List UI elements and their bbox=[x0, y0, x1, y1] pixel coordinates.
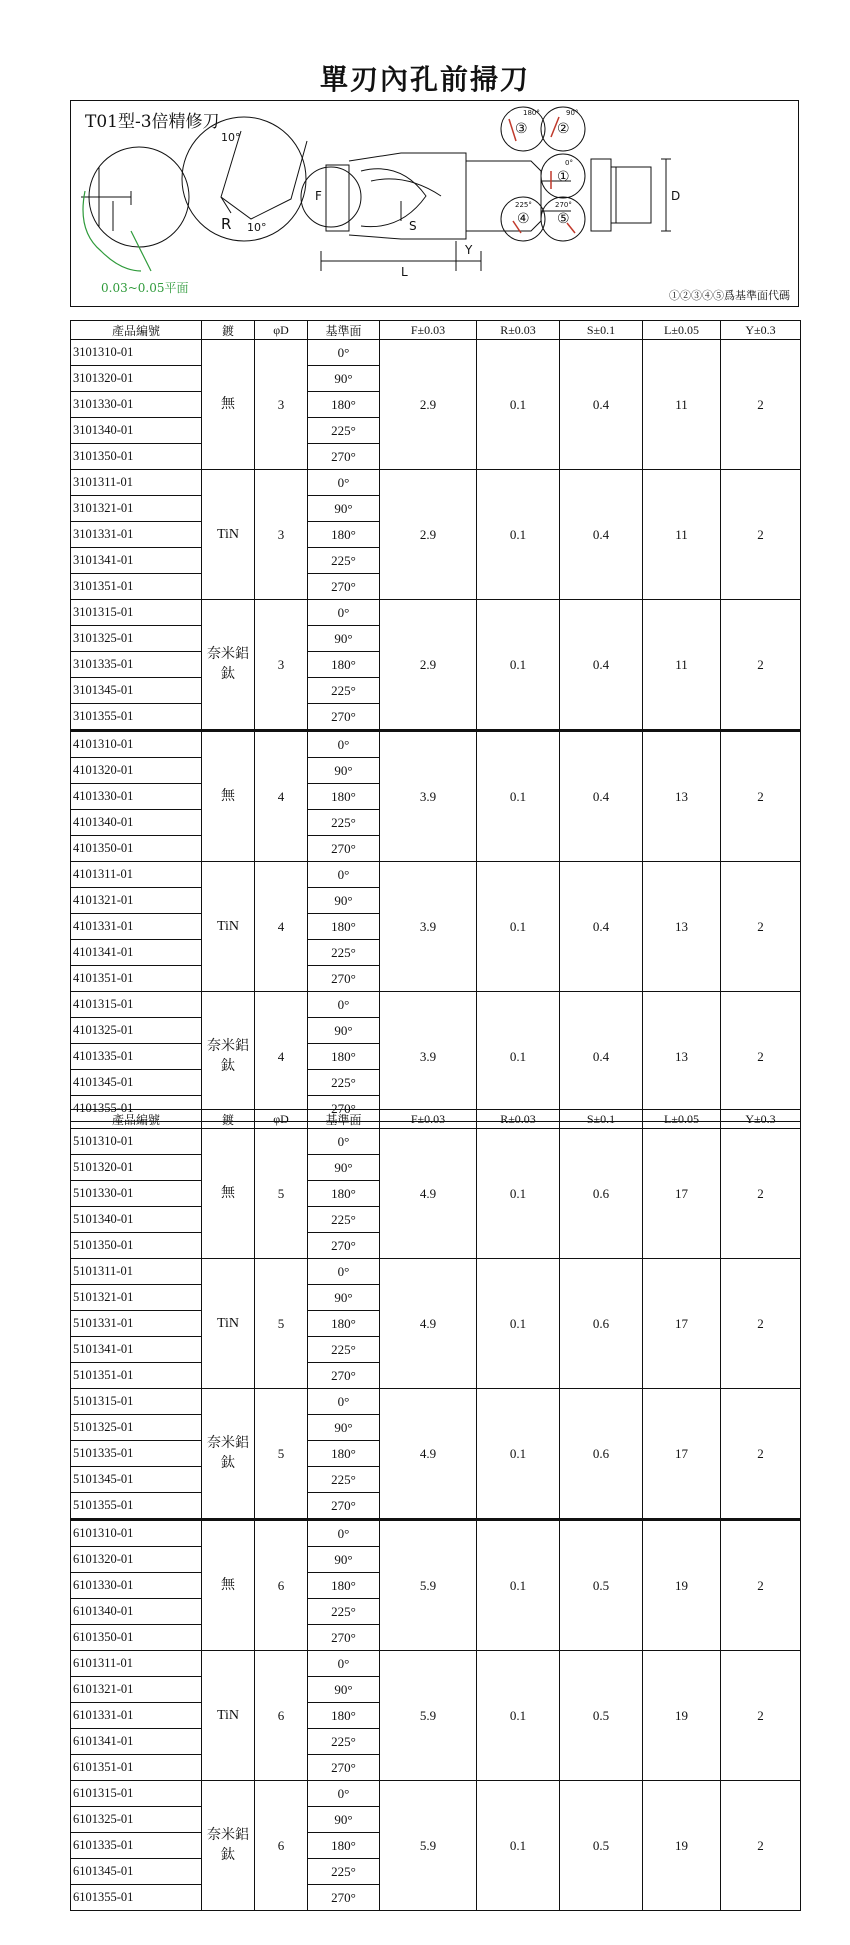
product-code-cell: 6101321-01 bbox=[71, 1677, 202, 1703]
reference-face-cell: 0° bbox=[308, 992, 380, 1018]
column-header: L±0.05 bbox=[643, 321, 721, 340]
column-header: S±0.1 bbox=[560, 321, 643, 340]
column-header: 鍍 bbox=[202, 321, 255, 340]
reference-face-cell: 0° bbox=[308, 1651, 380, 1677]
diameter-cell: 3 bbox=[255, 340, 308, 470]
reference-face-cell: 0° bbox=[308, 1129, 380, 1155]
reference-face-cell: 270° bbox=[308, 836, 380, 862]
reference-face-cell: 225° bbox=[308, 1599, 380, 1625]
s-cell: 0.5 bbox=[560, 1651, 643, 1781]
l-cell: 11 bbox=[643, 470, 721, 600]
reference-face-cell: 90° bbox=[308, 1285, 380, 1311]
diameter-cell: 4 bbox=[255, 992, 308, 1122]
product-code-cell: 4101355-01 bbox=[71, 1096, 202, 1122]
reference-face-cell: 90° bbox=[308, 1415, 380, 1441]
reference-face-cell: 0° bbox=[308, 600, 380, 626]
ref-angle-label: 90° bbox=[566, 109, 579, 117]
y-cell: 2 bbox=[721, 470, 801, 600]
product-code-cell: 4101331-01 bbox=[71, 914, 202, 940]
r-cell: 0.1 bbox=[477, 1389, 560, 1520]
f-cell: 5.9 bbox=[380, 1520, 477, 1651]
reference-face-cell: 90° bbox=[308, 1018, 380, 1044]
y-cell: 2 bbox=[721, 731, 801, 862]
coating-cell: 無 bbox=[202, 1520, 255, 1651]
product-code-cell: 4101350-01 bbox=[71, 836, 202, 862]
l-cell: 11 bbox=[643, 600, 721, 731]
product-code-cell: 3101315-01 bbox=[71, 600, 202, 626]
diameter-cell: 3 bbox=[255, 600, 308, 731]
reference-face-cell: 225° bbox=[308, 548, 380, 574]
dimension-label-f: F bbox=[315, 189, 322, 203]
dimension-label-r: R bbox=[221, 215, 232, 233]
reference-face-cell: 90° bbox=[308, 1807, 380, 1833]
f-cell: 2.9 bbox=[380, 470, 477, 600]
reference-face-cell: 270° bbox=[308, 574, 380, 600]
coating-cell: 奈米鋁鈦 bbox=[202, 600, 255, 731]
f-cell: 4.9 bbox=[380, 1129, 477, 1259]
product-code-cell: 3101320-01 bbox=[71, 366, 202, 392]
reference-face-cell: 270° bbox=[308, 1493, 380, 1520]
column-header: φD bbox=[255, 1110, 308, 1129]
ref-number: ② bbox=[557, 121, 570, 137]
product-code-cell: 4101315-01 bbox=[71, 992, 202, 1018]
product-code-cell: 3101351-01 bbox=[71, 574, 202, 600]
r-cell: 0.1 bbox=[477, 470, 560, 600]
product-code-cell: 4101321-01 bbox=[71, 888, 202, 914]
l-cell: 17 bbox=[643, 1389, 721, 1520]
table-row bbox=[71, 992, 801, 1018]
y-cell: 2 bbox=[721, 600, 801, 731]
diameter-cell: 4 bbox=[255, 731, 308, 862]
product-code-cell: 5101315-01 bbox=[71, 1389, 202, 1415]
product-code-cell: 6101311-01 bbox=[71, 1651, 202, 1677]
f-cell: 3.9 bbox=[380, 992, 477, 1122]
product-code-cell: 4101335-01 bbox=[71, 1044, 202, 1070]
reference-face-cell: 270° bbox=[308, 1233, 380, 1259]
product-code-cell: 6101350-01 bbox=[71, 1625, 202, 1651]
product-code-cell: 5101331-01 bbox=[71, 1311, 202, 1337]
r-cell: 0.1 bbox=[477, 1520, 560, 1651]
r-cell: 0.1 bbox=[477, 1781, 560, 1911]
s-cell: 0.6 bbox=[560, 1389, 643, 1520]
reference-face-cell: 225° bbox=[308, 940, 380, 966]
reference-face-cell: 0° bbox=[308, 1520, 380, 1547]
product-code-cell: 5101345-01 bbox=[71, 1467, 202, 1493]
model-label: T01型-3倍精修刀 bbox=[85, 112, 220, 132]
reference-face-cell: 225° bbox=[308, 1207, 380, 1233]
y-cell: 2 bbox=[721, 992, 801, 1122]
y-cell: 2 bbox=[721, 1520, 801, 1651]
reference-face-cell: 0° bbox=[308, 731, 380, 758]
table-header-row bbox=[71, 321, 801, 340]
coating-cell: 無 bbox=[202, 731, 255, 862]
product-code-cell: 4101345-01 bbox=[71, 1070, 202, 1096]
reference-face-cell: 90° bbox=[308, 366, 380, 392]
column-header: S±0.1 bbox=[560, 1110, 643, 1129]
reference-face-cell: 180° bbox=[308, 1703, 380, 1729]
reference-face-cell: 270° bbox=[308, 704, 380, 731]
reference-face-cell: 180° bbox=[308, 1833, 380, 1859]
table-row bbox=[71, 600, 801, 626]
coating-cell: 奈米鋁鈦 bbox=[202, 1781, 255, 1911]
column-header: L±0.05 bbox=[643, 1110, 721, 1129]
diameter-cell: 5 bbox=[255, 1129, 308, 1259]
reference-face-cell: 180° bbox=[308, 914, 380, 940]
product-code-cell: 6101331-01 bbox=[71, 1703, 202, 1729]
s-cell: 0.4 bbox=[560, 470, 643, 600]
reference-face-cell: 90° bbox=[308, 758, 380, 784]
reference-face-cell: 90° bbox=[308, 1155, 380, 1181]
reference-face-cell: 225° bbox=[308, 1729, 380, 1755]
reference-face-cell: 90° bbox=[308, 888, 380, 914]
r-cell: 0.1 bbox=[477, 600, 560, 731]
diameter-cell: 4 bbox=[255, 862, 308, 992]
product-code-cell: 5101310-01 bbox=[71, 1129, 202, 1155]
l-cell: 19 bbox=[643, 1651, 721, 1781]
coating-cell: TiN bbox=[202, 1259, 255, 1389]
s-cell: 0.4 bbox=[560, 340, 643, 470]
dimension-label-d: D bbox=[671, 189, 681, 203]
diameter-cell: 3 bbox=[255, 470, 308, 600]
l-cell: 13 bbox=[643, 992, 721, 1122]
product-code-cell: 6101345-01 bbox=[71, 1859, 202, 1885]
product-code-cell: 3101325-01 bbox=[71, 626, 202, 652]
reference-face-cell: 0° bbox=[308, 862, 380, 888]
product-code-cell: 5101340-01 bbox=[71, 1207, 202, 1233]
coating-cell: 奈米鋁鈦 bbox=[202, 992, 255, 1122]
ref-angle-label: 0° bbox=[565, 159, 573, 167]
s-cell: 0.4 bbox=[560, 600, 643, 731]
diameter-cell: 5 bbox=[255, 1259, 308, 1389]
product-code-cell: 3101330-01 bbox=[71, 392, 202, 418]
reference-face-cell: 270° bbox=[308, 1363, 380, 1389]
column-header: F±0.03 bbox=[380, 321, 477, 340]
angle-label: 10° bbox=[221, 131, 241, 144]
r-cell: 0.1 bbox=[477, 862, 560, 992]
l-cell: 19 bbox=[643, 1520, 721, 1651]
r-cell: 0.1 bbox=[477, 1259, 560, 1389]
diameter-cell: 6 bbox=[255, 1651, 308, 1781]
spec-table bbox=[70, 1109, 801, 1911]
column-header: Y±0.3 bbox=[721, 321, 801, 340]
reference-face-cell: 225° bbox=[308, 1467, 380, 1493]
f-cell: 2.9 bbox=[380, 600, 477, 731]
l-cell: 13 bbox=[643, 731, 721, 862]
ref-angle-label: 225° bbox=[515, 201, 532, 209]
f-cell: 5.9 bbox=[380, 1651, 477, 1781]
product-code-cell: 3101331-01 bbox=[71, 522, 202, 548]
spec-table bbox=[70, 320, 801, 1122]
product-code-cell: 5101311-01 bbox=[71, 1259, 202, 1285]
coating-cell: TiN bbox=[202, 470, 255, 600]
ref-number: ③ bbox=[515, 121, 528, 137]
product-code-cell: 4101311-01 bbox=[71, 862, 202, 888]
product-code-cell: 3101355-01 bbox=[71, 704, 202, 731]
reference-face-cell: 0° bbox=[308, 1259, 380, 1285]
reference-face-cell: 90° bbox=[308, 626, 380, 652]
product-code-cell: 6101351-01 bbox=[71, 1755, 202, 1781]
r-cell: 0.1 bbox=[477, 1129, 560, 1259]
f-cell: 4.9 bbox=[380, 1259, 477, 1389]
column-header: 鍍 bbox=[202, 1110, 255, 1129]
reference-face-cell: 180° bbox=[308, 784, 380, 810]
f-cell: 3.9 bbox=[380, 862, 477, 992]
r-cell: 0.1 bbox=[477, 992, 560, 1122]
l-cell: 17 bbox=[643, 1259, 721, 1389]
product-code-cell: 6101341-01 bbox=[71, 1729, 202, 1755]
table-row bbox=[71, 340, 801, 366]
reference-face-cell: 90° bbox=[308, 1677, 380, 1703]
product-code-cell: 5101341-01 bbox=[71, 1337, 202, 1363]
reference-face-cell: 0° bbox=[308, 470, 380, 496]
r-cell: 0.1 bbox=[477, 340, 560, 470]
reference-face-cell: 270° bbox=[308, 1885, 380, 1911]
reference-face-cell: 225° bbox=[308, 1337, 380, 1363]
reference-face-cell: 225° bbox=[308, 418, 380, 444]
table-row bbox=[71, 1781, 801, 1807]
reference-face-cell: 225° bbox=[308, 810, 380, 836]
reference-face-cell: 270° bbox=[308, 966, 380, 992]
l-cell: 19 bbox=[643, 1781, 721, 1911]
dimension-label-s: S bbox=[409, 219, 417, 233]
product-code-cell: 3101310-01 bbox=[71, 340, 202, 366]
product-code-cell: 5101351-01 bbox=[71, 1363, 202, 1389]
l-cell: 11 bbox=[643, 340, 721, 470]
reference-face-cell: 180° bbox=[308, 392, 380, 418]
product-code-cell: 6101310-01 bbox=[71, 1520, 202, 1547]
l-cell: 17 bbox=[643, 1129, 721, 1259]
coating-cell: TiN bbox=[202, 1651, 255, 1781]
product-code-cell: 3101340-01 bbox=[71, 418, 202, 444]
product-code-cell: 3101321-01 bbox=[71, 496, 202, 522]
page-title: 單刃內孔前掃刀 bbox=[319, 63, 530, 96]
table-header-row bbox=[71, 1110, 801, 1129]
table-row bbox=[71, 470, 801, 496]
column-header: Y±0.3 bbox=[721, 1110, 801, 1129]
diameter-cell: 6 bbox=[255, 1781, 308, 1911]
table-row bbox=[71, 862, 801, 888]
product-code-cell: 4101325-01 bbox=[71, 1018, 202, 1044]
reference-face-cell: 180° bbox=[308, 652, 380, 678]
y-cell: 2 bbox=[721, 862, 801, 992]
f-cell: 3.9 bbox=[380, 731, 477, 862]
y-cell: 2 bbox=[721, 340, 801, 470]
table-row bbox=[71, 1259, 801, 1285]
f-cell: 5.9 bbox=[380, 1781, 477, 1911]
ref-number: ④ bbox=[517, 211, 530, 227]
table-row bbox=[71, 731, 801, 758]
product-code-cell: 4101351-01 bbox=[71, 966, 202, 992]
product-code-cell: 5101320-01 bbox=[71, 1155, 202, 1181]
coating-cell: 無 bbox=[202, 1129, 255, 1259]
angle-label: 10° bbox=[247, 221, 267, 234]
ref-number: ⑤ bbox=[557, 211, 570, 227]
y-cell: 2 bbox=[721, 1129, 801, 1259]
product-code-cell: 6101335-01 bbox=[71, 1833, 202, 1859]
diameter-cell: 5 bbox=[255, 1389, 308, 1520]
reference-face-cell: 180° bbox=[308, 1441, 380, 1467]
s-cell: 0.5 bbox=[560, 1520, 643, 1651]
reference-face-cell: 0° bbox=[308, 1389, 380, 1415]
product-code-cell: 5101325-01 bbox=[71, 1415, 202, 1441]
reference-face-cell: 270° bbox=[308, 1755, 380, 1781]
tolerance-label: 0.03~0.05平面 bbox=[101, 281, 189, 295]
column-header: 產品編號 bbox=[71, 321, 202, 340]
column-header: 基準面 bbox=[308, 321, 380, 340]
product-code-cell: 3101345-01 bbox=[71, 678, 202, 704]
coating-cell: 奈米鋁鈦 bbox=[202, 1389, 255, 1520]
column-header: 產品編號 bbox=[71, 1110, 202, 1129]
table-row bbox=[71, 1129, 801, 1155]
reference-face-cell: 90° bbox=[308, 496, 380, 522]
ref-angle-label: 180° bbox=[523, 109, 540, 117]
reference-face-cell: 225° bbox=[308, 1859, 380, 1885]
column-header: R±0.03 bbox=[477, 321, 560, 340]
column-header: F±0.03 bbox=[380, 1110, 477, 1129]
y-cell: 2 bbox=[721, 1389, 801, 1520]
legend-label: ①②③④⑤爲基準面代碼 bbox=[669, 289, 790, 302]
product-code-cell: 3101350-01 bbox=[71, 444, 202, 470]
coating-cell: TiN bbox=[202, 862, 255, 992]
product-code-cell: 5101355-01 bbox=[71, 1493, 202, 1520]
product-code-cell: 6101315-01 bbox=[71, 1781, 202, 1807]
product-code-cell: 5101321-01 bbox=[71, 1285, 202, 1311]
column-header: R±0.03 bbox=[477, 1110, 560, 1129]
product-code-cell: 5101330-01 bbox=[71, 1181, 202, 1207]
reference-face-cell: 180° bbox=[308, 1573, 380, 1599]
product-code-cell: 3101311-01 bbox=[71, 470, 202, 496]
product-code-cell: 4101330-01 bbox=[71, 784, 202, 810]
column-header: 基準面 bbox=[308, 1110, 380, 1129]
table-row bbox=[71, 1651, 801, 1677]
s-cell: 0.6 bbox=[560, 1129, 643, 1259]
s-cell: 0.4 bbox=[560, 731, 643, 862]
reference-face-cell: 225° bbox=[308, 1070, 380, 1096]
reference-face-cell: 225° bbox=[308, 678, 380, 704]
product-code-cell: 6101330-01 bbox=[71, 1573, 202, 1599]
reference-face-cell: 270° bbox=[308, 444, 380, 470]
column-header: φD bbox=[255, 321, 308, 340]
diameter-cell: 6 bbox=[255, 1520, 308, 1651]
reference-face-cell: 180° bbox=[308, 1181, 380, 1207]
s-cell: 0.4 bbox=[560, 992, 643, 1122]
r-cell: 0.1 bbox=[477, 1651, 560, 1781]
reference-face-cell: 0° bbox=[308, 340, 380, 366]
ref-angle-label: 270° bbox=[555, 201, 572, 209]
reference-face-cell: 90° bbox=[308, 1547, 380, 1573]
s-cell: 0.4 bbox=[560, 862, 643, 992]
s-cell: 0.6 bbox=[560, 1259, 643, 1389]
f-cell: 4.9 bbox=[380, 1389, 477, 1520]
dimension-label-l: L bbox=[401, 265, 408, 279]
product-code-cell: 4101310-01 bbox=[71, 731, 202, 758]
y-cell: 2 bbox=[721, 1781, 801, 1911]
reference-face-cell: 180° bbox=[308, 522, 380, 548]
product-code-cell: 6101355-01 bbox=[71, 1885, 202, 1911]
product-code-cell: 6101325-01 bbox=[71, 1807, 202, 1833]
tool-drawing bbox=[71, 101, 800, 308]
f-cell: 2.9 bbox=[380, 340, 477, 470]
reference-face-cell: 180° bbox=[308, 1044, 380, 1070]
product-code-cell: 4101340-01 bbox=[71, 810, 202, 836]
product-code-cell: 6101340-01 bbox=[71, 1599, 202, 1625]
product-code-cell: 4101341-01 bbox=[71, 940, 202, 966]
reference-face-cell: 180° bbox=[308, 1311, 380, 1337]
product-code-cell: 5101335-01 bbox=[71, 1441, 202, 1467]
product-code-cell: 3101335-01 bbox=[71, 652, 202, 678]
y-cell: 2 bbox=[721, 1651, 801, 1781]
tool-diagram bbox=[70, 100, 799, 307]
l-cell: 13 bbox=[643, 862, 721, 992]
product-code-cell: 4101320-01 bbox=[71, 758, 202, 784]
reference-face-cell: 0° bbox=[308, 1781, 380, 1807]
reference-face-cell: 270° bbox=[308, 1096, 380, 1122]
s-cell: 0.5 bbox=[560, 1781, 643, 1911]
ref-number: ① bbox=[557, 169, 570, 185]
reference-face-cell: 270° bbox=[308, 1625, 380, 1651]
product-code-cell: 6101320-01 bbox=[71, 1547, 202, 1573]
dimension-label-y: Y bbox=[465, 243, 473, 257]
r-cell: 0.1 bbox=[477, 731, 560, 862]
product-code-cell: 3101341-01 bbox=[71, 548, 202, 574]
coating-cell: 無 bbox=[202, 340, 255, 470]
product-code-cell: 5101350-01 bbox=[71, 1233, 202, 1259]
y-cell: 2 bbox=[721, 1259, 801, 1389]
table-row bbox=[71, 1389, 801, 1415]
table-row bbox=[71, 1520, 801, 1547]
